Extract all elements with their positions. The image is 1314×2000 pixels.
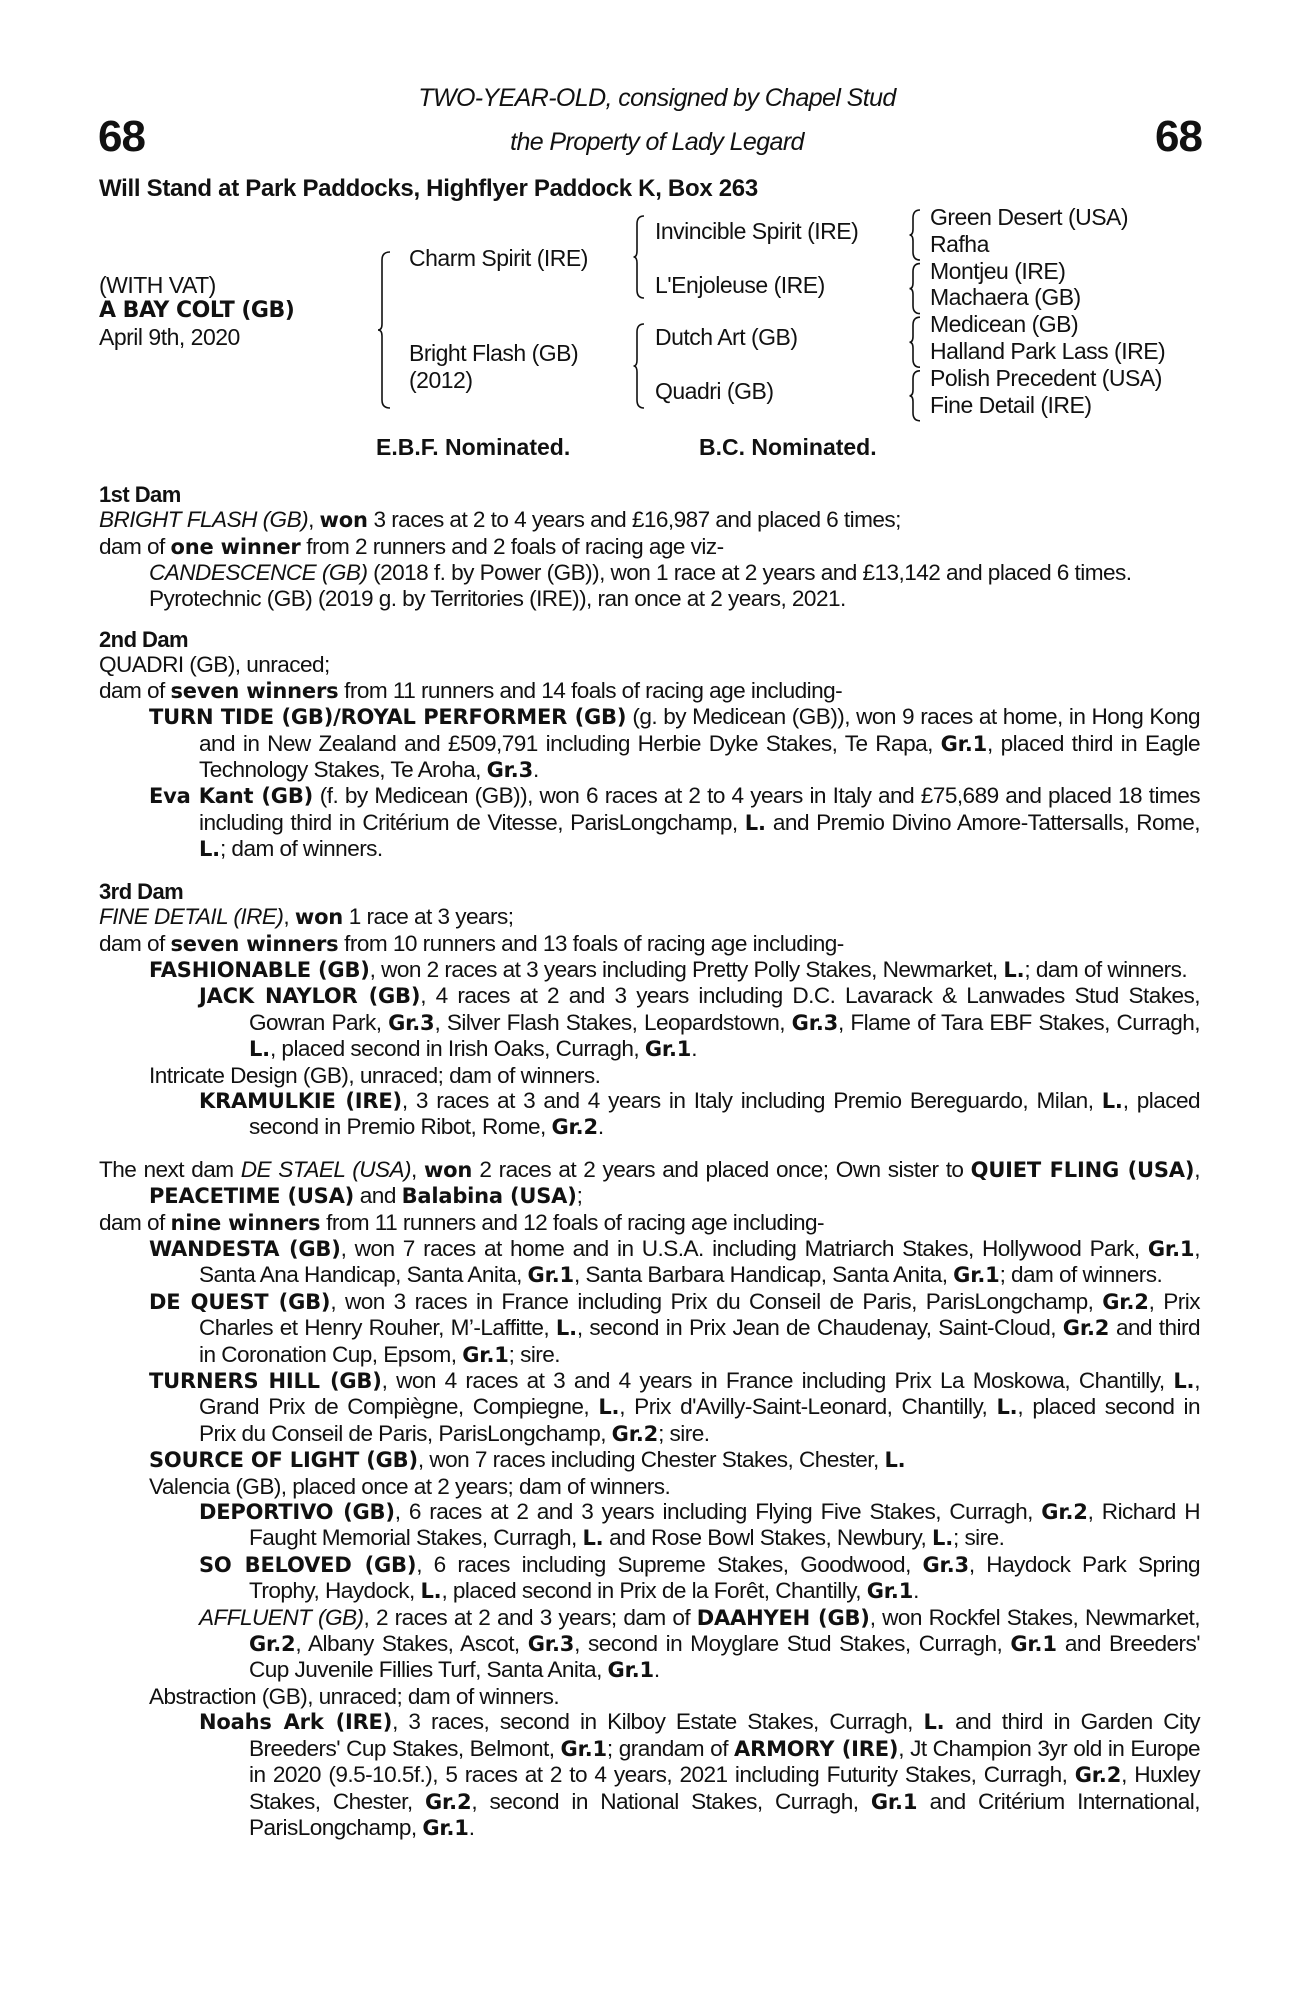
text: Abstraction (GB), unraced; dam of winners.	[149, 1683, 560, 1709]
bold-text: L.	[1003, 957, 1025, 982]
text: , placed third in Eagle Technology Stakes, Te Aroha,	[199, 730, 1200, 783]
pedigree-entry	[99, 507, 1200, 533]
text: , placed second in Premio Ribot, Rome,	[249, 1087, 1201, 1140]
bold-text: TURN TIDE (GB)/ROYAL PERFORMER (GB)	[149, 705, 627, 730]
bold-text: Gr.1	[870, 1789, 918, 1814]
bold-text: Gr.1	[607, 1658, 654, 1683]
great-grandparent: Medicean (GB)	[930, 311, 1079, 338]
text: , second in Prix Jean de Chaudenay, Saint-Cloud,	[576, 1315, 1063, 1341]
pedigree-entry	[99, 534, 1200, 560]
granddam: Quadri (GB)	[655, 378, 774, 404]
text: , won Rockfel Stakes, Newmarket,	[869, 1604, 1200, 1630]
text: , won 7 races at home and in U.S.A. including Matriarch Stakes, Hollywood Park,	[340, 1235, 1148, 1261]
text: dam of	[99, 930, 171, 956]
text: , 6 races including Supreme Stakes, Goodwood,	[416, 1551, 923, 1577]
text: , second in Moyglare Stud Stakes, Curragh,	[574, 1631, 1011, 1657]
pedigree-entry	[99, 957, 1200, 983]
bold-text: won	[319, 508, 368, 533]
pedigree-entry	[99, 1552, 1200, 1605]
brace-icon	[378, 252, 390, 408]
great-grandparent: Fine Detail (IRE)	[930, 391, 1092, 418]
bold-text: DE QUEST (GB)	[149, 1289, 331, 1314]
text: ,	[308, 507, 320, 533]
text: .	[532, 757, 539, 783]
bold-text: Gr.1	[953, 1263, 1000, 1288]
bold-text: Gr.3	[922, 1552, 969, 1577]
bold-text: Gr.3	[527, 1632, 575, 1657]
text: The next dam	[99, 1156, 241, 1182]
italic-text: DE STAEL (USA)	[240, 1156, 411, 1182]
italic-text: CANDESCENCE (GB)	[149, 560, 368, 586]
bold-text: L.	[923, 1710, 945, 1735]
text: QUADRI (GB), unraced;	[99, 652, 330, 678]
bold-text: Gr.3	[486, 758, 533, 783]
bold-text: L.	[744, 810, 766, 835]
bold-text: Gr.2	[1074, 1763, 1122, 1788]
grandsire-dam-side: Dutch Art (GB)	[655, 324, 798, 350]
pedigree-entry	[99, 652, 1200, 677]
bold-text: nine winners	[170, 1210, 321, 1235]
bold-text: FASHIONABLE (GB)	[149, 957, 370, 982]
bold-text: TURNERS HILL (GB)	[149, 1369, 382, 1393]
text: (f. by Medicean (GB)), won 6 races at 2 to 4 years in Italy and £75,689 and placed 18 times including third in Critérium de Vitesse, ParisLongchamp,	[199, 783, 1200, 835]
text: .	[468, 1814, 475, 1840]
pedigree-entry	[99, 1447, 1200, 1473]
text: and Breeders' Cup Juvenile Fillies Turf, Santa Anita,	[249, 1631, 1200, 1683]
brace-icon	[910, 317, 921, 367]
bold-text: Balabina (USA)	[401, 1184, 577, 1209]
text: ; sire.	[508, 1341, 561, 1367]
text: , Prix Charles et Henry Rouher, M’-Laffitte,	[199, 1288, 1200, 1341]
bold-text: L.	[932, 1526, 953, 1551]
brace-icon	[910, 210, 921, 260]
pedigree-entry	[99, 1210, 1200, 1236]
text: dam of	[99, 1209, 171, 1235]
pedigree-entry	[99, 1157, 1200, 1210]
great-grandparent: Machaera (GB)	[930, 284, 1081, 311]
text: from 11 runners and 14 foals of racing age including-	[338, 677, 843, 703]
text: dam of	[99, 677, 171, 703]
pedigree-entry	[99, 983, 1200, 1062]
bold-text: Gr.2	[1062, 1316, 1110, 1341]
text: , won 3 races in France including Prix du Conseil de Paris, ParisLongchamp,	[330, 1288, 1103, 1314]
bold-text: L.	[249, 1037, 270, 1062]
text: and Critérium International, ParisLongchamp,	[249, 1788, 1200, 1840]
text: ; sire.	[658, 1420, 710, 1446]
bold-text: Gr.1	[422, 1815, 469, 1840]
section-title: 2nd Dam	[99, 627, 189, 653]
bold-text: DAAHYEH (GB)	[696, 1605, 870, 1630]
text: from 2 runners and 2 foals of racing age viz-	[300, 533, 724, 559]
bold-text: KRAMULKIE (IRE)	[199, 1088, 402, 1113]
sire-name: Charm Spirit (IRE)	[409, 245, 588, 271]
text: .	[913, 1578, 919, 1604]
bold-text: L.	[598, 1395, 620, 1420]
bold-text: Gr.1	[644, 1037, 692, 1062]
text: ,	[283, 904, 295, 930]
bold-text: DEPORTIVO (GB)	[199, 1500, 395, 1525]
pedigree-entry	[99, 1088, 1200, 1141]
text: .	[653, 1657, 660, 1683]
pedigree-entry	[99, 1474, 1200, 1499]
italic-text: FINE DETAIL (IRE)	[99, 904, 284, 930]
bold-text: Gr.3	[791, 1010, 839, 1035]
text: , 6 races at 2 and 3 years including Flying Five Stakes, Curragh,	[394, 1499, 1042, 1525]
text: , 2 races at 2 and 3 years; dam of	[363, 1604, 697, 1630]
text: from 10 runners and 13 foals of racing age including-	[338, 930, 844, 956]
grandsire: Invincible Spirit (IRE)	[655, 218, 859, 244]
text: and	[354, 1183, 402, 1209]
pedigree-entry	[99, 1684, 1200, 1709]
text: Valencia (GB), placed once at 2 years; dam of winners.	[149, 1473, 671, 1499]
text: ; sire.	[952, 1525, 1005, 1551]
text: and third in Coronation Cup, Epsom,	[199, 1315, 1200, 1367]
text: ,	[1194, 1156, 1200, 1182]
text: , placed second in Prix du Conseil de Paris, ParisLongchamp,	[199, 1394, 1200, 1446]
bold-text: Gr.1	[560, 1736, 607, 1761]
text: ;	[576, 1183, 583, 1209]
italic-text: AFFLUENT (GB)	[199, 1604, 364, 1630]
brace-icon	[634, 324, 645, 408]
bold-text: Gr.1	[1147, 1236, 1195, 1261]
bold-text: Gr.1	[527, 1263, 574, 1288]
dam-year: (2012)	[409, 367, 473, 393]
great-grandparent: Green Desert (USA)	[930, 204, 1129, 230]
bold-text: Gr.2	[551, 1115, 598, 1140]
text: , Flame of Tara EBF Stakes, Curragh,	[838, 1009, 1201, 1035]
text: , Prix d'Avilly-Saint-Leonard, Chantilly,	[619, 1394, 997, 1420]
bold-text: won	[294, 905, 344, 930]
pedigree-entry	[99, 1289, 1200, 1368]
pedigree-entry	[99, 904, 1200, 930]
text: , 3 races at 3 and 4 years in Italy including Premio Bereguardo, Milan,	[401, 1087, 1102, 1113]
great-grandparent: Rafha	[930, 230, 989, 257]
pedigree-entry	[99, 1063, 1200, 1088]
text: and Premio Divino Amore-Tattersalls, Rome,	[765, 809, 1200, 835]
bold-text: Gr.1	[1010, 1632, 1057, 1657]
catalogue-body	[99, 482, 1200, 1857]
text: .	[597, 1114, 604, 1140]
great-grandparent: Halland Park Lass (IRE)	[930, 338, 1166, 364]
vat-note: (WITH VAT)	[99, 272, 216, 298]
bold-text: Gr.1	[866, 1579, 914, 1604]
stabling-info: Will Stand at Park Paddocks, Highflyer Paddock K, Box 263	[99, 175, 758, 202]
bc-nomination: B.C. Nominated.	[699, 434, 877, 460]
bold-text: JACK NAYLOR (GB)	[199, 984, 421, 1009]
bold-text: seven winners	[170, 678, 339, 703]
text: ; grandam of	[606, 1735, 735, 1761]
text: , 3 races, second in Kilboy Estate Stakes, Curragh,	[392, 1709, 924, 1735]
pedigree-entry	[99, 1236, 1200, 1289]
bold-text: L.	[884, 1448, 906, 1473]
text: , Huxley Stakes, Chester,	[249, 1762, 1201, 1814]
bold-text: SO BELOVED (GB)	[199, 1552, 417, 1577]
bold-text: Gr.2	[424, 1789, 472, 1814]
bold-text: Gr.1	[462, 1342, 509, 1367]
brace-icon	[634, 216, 645, 298]
pedigree-entry	[99, 586, 1200, 611]
text: , Silver Flash Stakes, Leopardstown,	[434, 1009, 792, 1035]
section-title: 3rd Dam	[99, 878, 184, 904]
text: Pyrotechnic (GB) (2019 g. by Territories (IRE)), ran once at 2 years, 2021.	[149, 585, 846, 611]
text: Intricate Design (GB), unraced; dam of winners.	[149, 1062, 601, 1088]
text: 2 races at 2 years and placed once; Own sister to	[472, 1156, 971, 1182]
dam-section	[99, 482, 1200, 611]
pedigree-entry	[99, 931, 1200, 957]
bold-text: SOURCE OF LIGHT (GB)	[149, 1448, 418, 1473]
foaling-date: April 9th, 2020	[99, 324, 240, 350]
text: , won 7 races including Chester Stakes, Chester,	[417, 1447, 885, 1473]
pedigree-entry	[99, 678, 1200, 704]
text: , Jt Champion 3yr old in Europe in 2020 (9.5-10.5f.), 5 races at 2 to 4 years, 2021 including Futurity Stakes, Curragh,	[249, 1735, 1200, 1788]
text: , won 4 races at 3 and 4 years in France including Prix La Moskowa, Chantilly,	[381, 1368, 1174, 1393]
bold-text: L.	[199, 837, 220, 862]
text: , Albany Stakes, Ascot,	[295, 1631, 528, 1657]
text: , 4 races at 2 and 3 years including D.C. Lavarack & Lanwades Stud Stakes, Gowran Park,	[249, 983, 1200, 1035]
bold-text: QUIET FLING (USA)	[970, 1157, 1195, 1182]
bold-text: L.	[996, 1395, 1018, 1420]
brace-icon	[910, 371, 921, 421]
bold-text: Gr.2	[611, 1421, 659, 1446]
text: , second in National Stakes, Curragh,	[471, 1788, 871, 1814]
text: dam of	[99, 533, 171, 559]
great-grandparent: Polish Precedent (USA)	[930, 364, 1162, 391]
text: , Grand Prix de Compiègne, Compiegne,	[199, 1368, 1201, 1420]
bold-text: WANDESTA (GB)	[149, 1236, 341, 1261]
section-title: 1st Dam	[99, 482, 181, 507]
text: , Santa Barbara Handicap, Santa Anita,	[573, 1262, 954, 1288]
pedigree-entry	[99, 1499, 1200, 1552]
bold-text: L.	[1101, 1088, 1123, 1113]
bold-text: Gr.2	[1102, 1289, 1149, 1314]
vendor-line: the Property of Lady Legard	[510, 128, 804, 156]
text: 3 races at 2 to 4 years and £16,987 and placed 6 times;	[367, 507, 901, 533]
italic-text: BRIGHT FLASH (GB)	[99, 507, 309, 533]
text: , placed second in Irish Oaks, Curragh,	[269, 1036, 645, 1062]
bold-text: Gr.2	[1041, 1500, 1088, 1525]
text: , Richard H Faught Memorial Stakes, Curragh,	[249, 1499, 1200, 1551]
bold-text: Gr.3	[388, 1010, 435, 1035]
text: from 11 runners and 12 foals of racing age including-	[320, 1209, 825, 1235]
text: , Santa Ana Handicap, Santa Anita,	[199, 1235, 1200, 1288]
ebf-nomination: E.B.F. Nominated.	[376, 434, 571, 460]
bold-text: Noahs Ark (IRE)	[199, 1710, 393, 1735]
bold-text: Gr.1	[940, 731, 988, 756]
granddam-sire-side: L'Enjoleuse (IRE)	[655, 272, 825, 298]
lot-number-left: 68	[98, 112, 145, 161]
dam-name: Bright Flash (GB)	[409, 340, 579, 366]
horse-description: A BAY COLT (GB)	[99, 298, 295, 323]
text: , placed second in Prix de la Forêt, Chantilly,	[441, 1578, 867, 1604]
consignment-line: TWO-YEAR-OLD, consigned by Chapel Stud	[418, 84, 896, 112]
bold-text: one winner	[170, 534, 301, 559]
text: ; dam of winners.	[219, 836, 383, 862]
bold-text: PEACETIME (USA)	[149, 1184, 355, 1209]
bold-text: L.	[555, 1316, 577, 1341]
bold-text: ARMORY (IRE)	[734, 1736, 899, 1761]
bold-text: Gr.2	[249, 1632, 296, 1657]
text: , Haydock Park Spring Trophy, Haydock,	[249, 1551, 1200, 1604]
dam-section	[99, 627, 1200, 863]
lot-number-right: 68	[1155, 112, 1202, 161]
brace-icon	[910, 264, 921, 314]
text: ; dam of winners.	[999, 1262, 1163, 1288]
bold-text: won	[423, 1157, 473, 1182]
bold-text: seven winners	[170, 931, 339, 956]
text: and third in Garden City Breeders' Cup Stakes, Belmont,	[249, 1709, 1200, 1761]
text: , won 2 races at 3 years including Pretty Polly Stakes, Newmarket,	[369, 956, 1004, 982]
dam-section	[99, 1157, 1200, 1842]
text: ,	[411, 1156, 424, 1182]
pedigree-entry	[99, 1368, 1200, 1447]
text: and Rose Bowl Stakes, Newbury,	[603, 1525, 933, 1551]
text: 1 race at 3 years;	[343, 904, 514, 930]
bold-text: L.	[420, 1579, 442, 1604]
text: (2018 f. by Power (GB)), won 1 race at 2 years and £13,142 and placed 6 times.	[367, 560, 1132, 586]
great-grandparent: Montjeu (IRE)	[930, 257, 1066, 284]
pedigree-entry	[99, 704, 1200, 783]
pedigree-entry	[99, 783, 1200, 862]
pedigree-entry	[99, 1709, 1200, 1841]
bold-text: L.	[582, 1526, 604, 1551]
pedigree-entry	[99, 560, 1200, 585]
dam-section	[99, 879, 1200, 1141]
text: (g. by Medicean (GB)), won 9 races at home, in Hong Kong and in New Zealand and £509,791 including Herbie Dyke Stakes, Te Rapa,	[199, 704, 1200, 756]
text: ; dam of winners.	[1024, 956, 1188, 982]
bold-text: Eva Kant (GB)	[149, 784, 314, 809]
pedigree-entry	[99, 1605, 1200, 1684]
bold-text: L.	[1173, 1369, 1195, 1393]
text: .	[691, 1036, 697, 1062]
